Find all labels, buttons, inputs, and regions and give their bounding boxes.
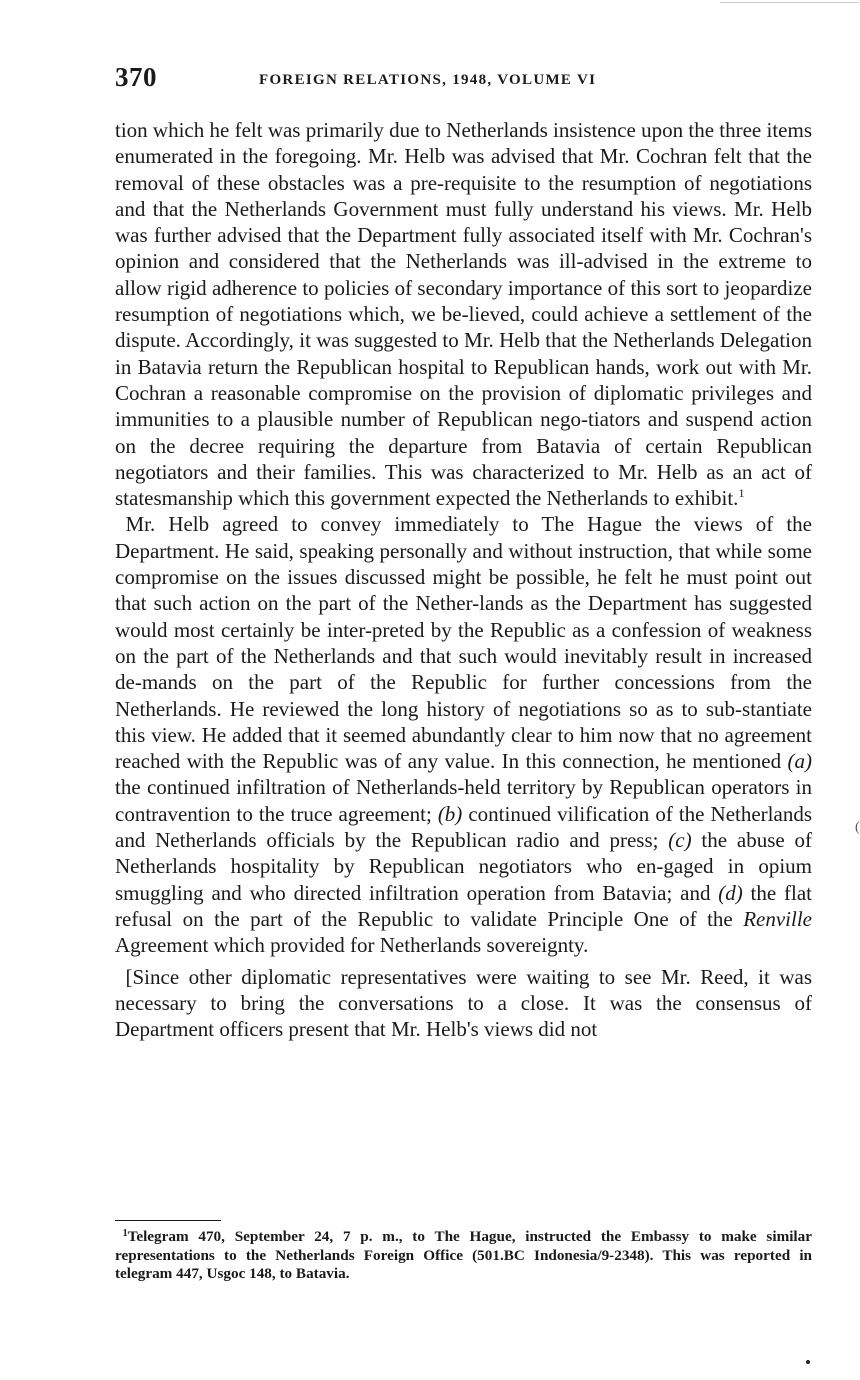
- paragraph-bracketed-note: [115, 964, 812, 1043]
- page-number: 370: [115, 62, 157, 92]
- item-d-label: (d): [718, 880, 743, 905]
- item-b-text: continued vilification of the Netherlands and Netherlands officials by the Republican radio and press;: [115, 801, 812, 853]
- paragraph-helb-response: [115, 511, 812, 958]
- paragraph-continued: [115, 117, 812, 511]
- footnote-reference: 1: [738, 486, 745, 501]
- footnote: [115, 1228, 812, 1284]
- item-c-text: the abuse of Netherlands hospitality by Republican negotiators who en-gaged in opium smuggling and who directed infiltration operation from Batavia; and: [115, 828, 812, 905]
- page-body: [115, 117, 812, 1042]
- margin-mark: (: [855, 820, 860, 835]
- paragraph-2-text: Mr. Helb agreed to convey immediately to The Hague the views of the Department. He said, speaking personally and without instruction, that while some compromise on the issues discussed might be possible, he felt he must point out that such action on the part of the Nether-lands as the Department has suggested would most certainly be inter-preted by the Republic as a confession of weakness on the part of the Netherlands and that such would inevitably result in increased de-mands on the part of the Republic for further concessions from the Netherlands. He reviewed the long history of negotiations so as to sub-stantiate this view. He added that it seemed abundantly clear to him now that no agreement reached with the Republic was of any value. In this connection, he mentioned: [115, 512, 812, 774]
- renville-italic: Renville: [743, 906, 812, 931]
- paragraph-3-text: [Since other diplomatic representatives were waiting to see Mr. Reed, it was necessary to bring the conversations to a close. It was the consensus of Department officers present that Mr. Helb's views did not: [115, 964, 812, 1042]
- paragraph-2-end: Agreement which provided for Netherlands sovereignty.: [115, 933, 589, 958]
- scan-speck: [806, 1360, 810, 1364]
- scan-edge-line: [720, 2, 859, 3]
- item-a-text: the continued infiltration of Netherlands-held territory by Republican operators in contravention to the truce agreement;: [115, 775, 812, 826]
- footnote-marker: 1: [122, 1228, 128, 1239]
- item-c-label: (c): [668, 828, 692, 853]
- item-a-label: (a): [787, 749, 812, 774]
- item-b-label: (b): [437, 801, 463, 826]
- running-head: FOREIGN RELATIONS, 1948, VOLUME VI: [259, 72, 597, 88]
- item-d-text: the flat refusal on the part of the Republic to validate Principle One of the: [115, 880, 812, 931]
- paragraph-1-text: tion which he felt was primarily due to Netherlands insistence upon the three items enumerated in the foregoing. Mr. Helb was advised that Mr. Cochran felt that the removal of these obstacles was a pre-requisite to the resumption of negotiations and that the Netherlands Government must fully understand his views. Mr. Helb was further advised that the Department fully associated itself with Mr. Cochran's opinion and considered that the Netherlands was ill-advised in the extreme to allow rigid adherence to policies of secondary importance of this sort to jeopardize resumption of negotiations which, we be-lieved, could achieve a settlement of the dispute. Accordingly, it was suggested to Mr. Helb that the Netherlands Delegation in Batavia return the Republican hospital to Republican hands, work out with Mr. Cochran a reasonable compromise on the provision of diplomatic privileges and immunities to a plausible number of Republican nego-tiators and suspend action on the decree requiring the departure from Batavia of certain Republican negotiators and their families. This was characterized to Mr. Helb as an act of statesmanship which this government expected the Netherlands to exhibit.: [115, 118, 812, 511]
- footnote-text: Telegram 470, September 24, 7 p. m., to The Hague, instructed the Embassy to make similar representations to the Netherlands Foreign Office (501.BC Indonesia/9-2348). This was reported in telegram 447, Usgoc 148, to Batavia.: [115, 1228, 812, 1282]
- footnote-divider: [115, 1220, 221, 1221]
- page-header: [115, 62, 815, 96]
